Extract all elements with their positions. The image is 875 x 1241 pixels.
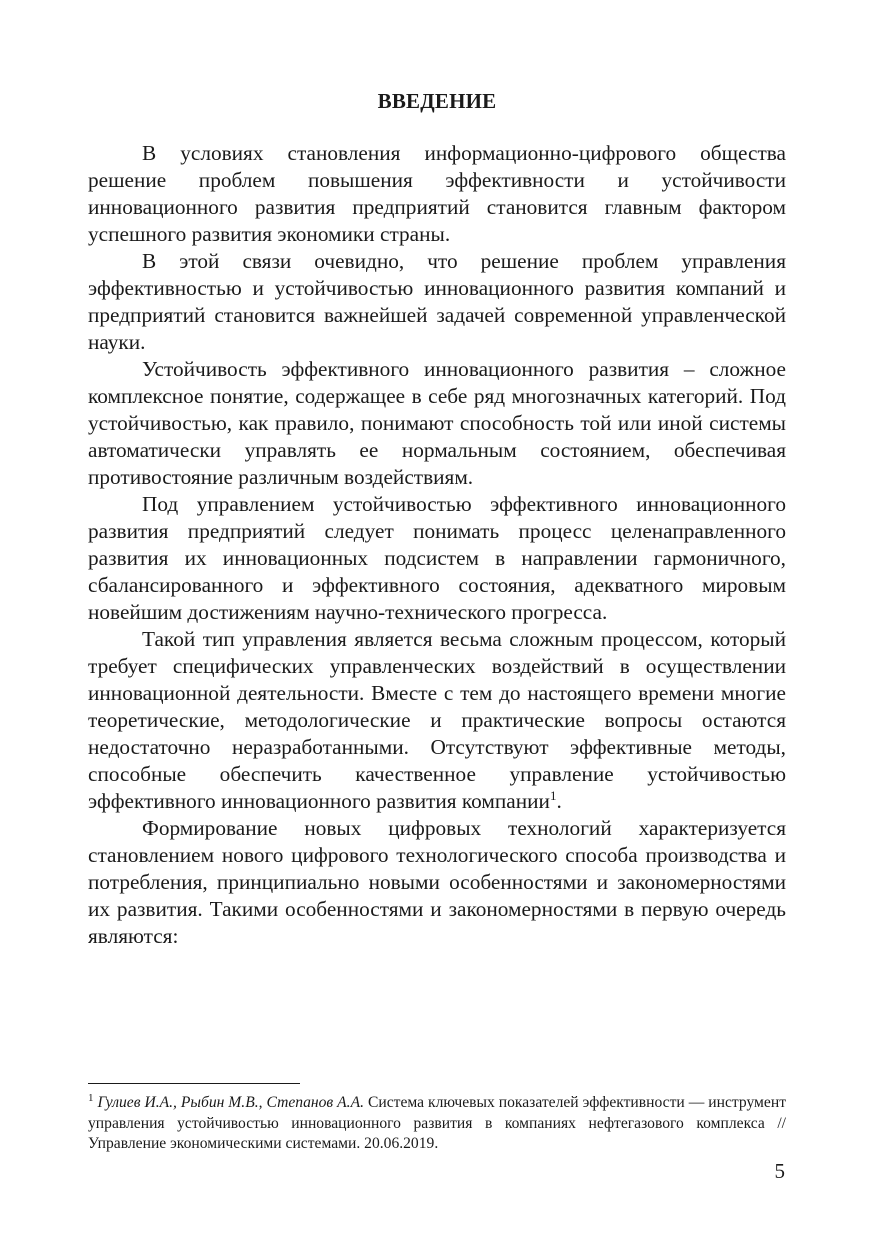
- page-number: 5: [774, 1159, 785, 1183]
- footnote-authors: Гулиев И.А., Рыбин М.В., Степанов А.А.: [97, 1094, 364, 1111]
- paragraph: Формирование новых цифровых технологий характеризуется становлением нового цифрового технологического способа производства и потребления, принципиально новыми особенностями и закономерностями их развития. Такими особенностями и закономерностями в первую очередь являются:: [88, 816, 786, 948]
- footnote-separator: [88, 1083, 300, 1084]
- footnote-text: Система ключевых показателей эффективности — инструмент управления устойчивостью инновационного развития в компаниях нефтегазового комплекса // Управление экономическими системами. 20.06.2019.: [88, 1094, 787, 1152]
- body-text: [88, 140, 786, 950]
- footnote: [88, 1093, 786, 1155]
- footnote-reference[interactable]: 1: [549, 788, 557, 803]
- paragraph: Под управлением устойчивостью эффективного инновационного развития предприятий следует понимать процесс целенаправленного развития их инновационных подсистем в направлении гармоничного, сбалансированного и эффективного состояния, адекватного мировым новейшим достижениям научно-технического прогресса.: [88, 492, 786, 624]
- footnote-number: 1: [88, 1092, 94, 1104]
- paragraph: Устойчивость эффективного инновационного развития – сложное комплексное понятие, содержащее в себе ряд многозначных категорий. Под устойчивостью, как правило, понимают способность той или иной системы автоматически управлять ее нормальным состоянием, обеспечивая противостояние различным воздействиям.: [88, 357, 786, 489]
- paragraph-tail: .: [556, 789, 562, 813]
- paragraph-with-footnote: [88, 626, 786, 815]
- paragraph-text: Такой тип управления является весьма сложным процессом, который требует специфических управленческих воздействий в осуществлении инновационной деятельности. Вместе с тем до настоящего времени многие теоретические, методологические и практические вопросы остаются недостаточно неразработанными. Отсутствуют эффективные методы, способные обеспечить качественное управление устойчивостью эффективного инновационного развития компании: [88, 627, 786, 813]
- paragraph: В этой связи очевидно, что решение проблем управления эффективностью и устойчивостью инновационного развития компаний и предприятий становится важнейшей задачей современной управленческой науки.: [88, 249, 786, 354]
- section-title: ВВЕДЕНИЕ: [377, 89, 497, 113]
- paragraph: В условиях становления информационно-цифрового общества решение проблем повышения эффективности и устойчивости инновационного развития предприятий становится главным фактором успешного развития экономики страны.: [88, 141, 786, 246]
